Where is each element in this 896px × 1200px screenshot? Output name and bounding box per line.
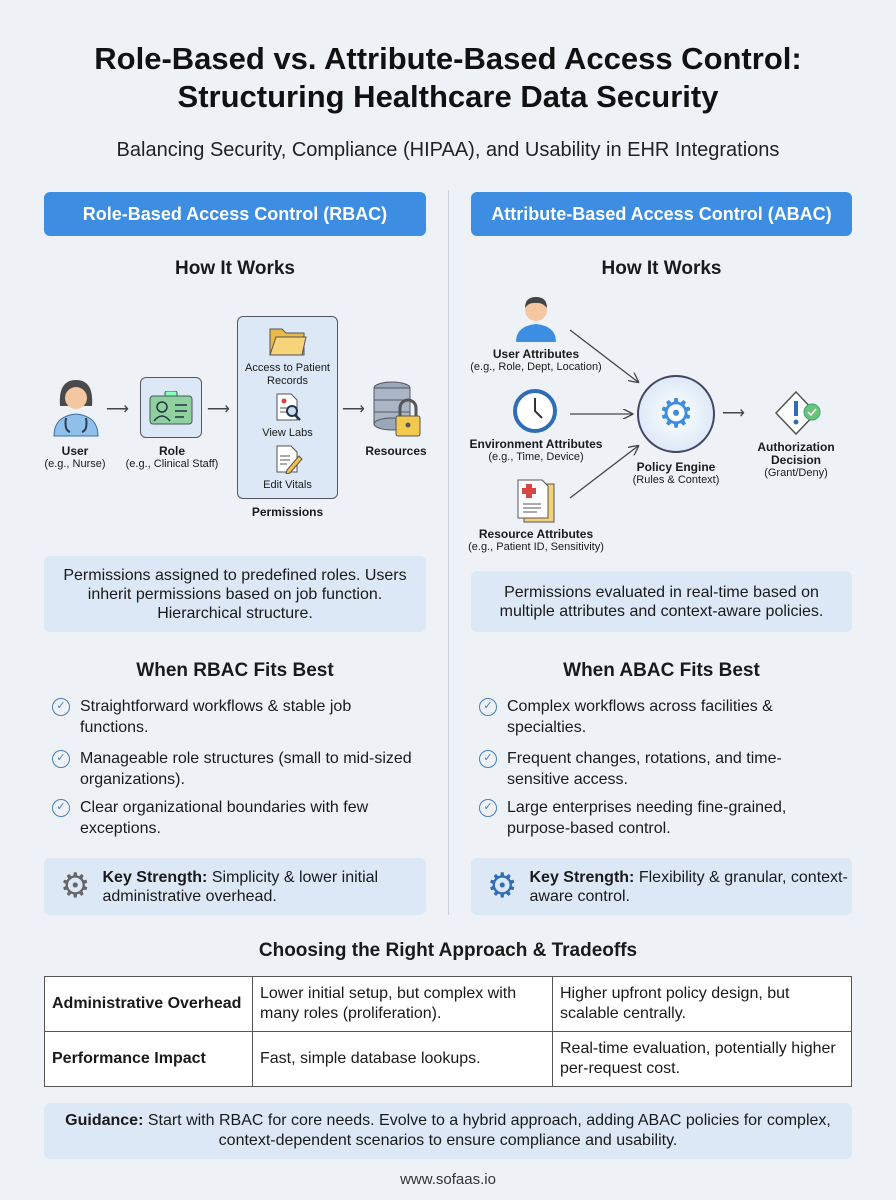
arrow-icon: ⟶ [106,401,129,418]
resources-label: Resources [365,444,427,458]
resource-attributes-label: Resource Attributes (e.g., Patient ID, Sensitivity) [468,527,604,553]
list-item-text: Straightforward workflows & stable job functions. [80,698,352,736]
list-item-text: Clear organizational boundaries with few exceptions. [80,799,369,837]
check-circle-icon: ✓ [479,799,497,817]
abac-key-strength [471,858,852,915]
title-line-1: Role-Based vs. Attribute-Based Access Control: [94,41,802,76]
page-title [0,40,896,116]
list-item-text: Complex workflows across facilities & specialties. [507,698,773,736]
column-divider [448,190,449,915]
check-circle-icon: ✓ [52,799,70,817]
edit-document-icon [238,444,337,479]
folder-icon [238,325,337,362]
gear-tools-icon: ⚙ [487,867,518,905]
check-circle-icon: ✓ [479,750,497,768]
abac-cell: Higher upfront policy design, but scalable centrally. [553,977,852,1032]
key-strength-text: Key Strength: Flexibility & granular, context-aware control. [529,868,848,905]
permissions-label: Permissions [251,505,324,519]
subtitle: Balancing Security, Compliance (HIPAA), and Usability in EHR Integrations [116,139,780,161]
list-item [52,797,412,839]
arrow-icon: ⟶ [722,405,745,422]
abac-header: Attribute-Based Access Control (ABAC) [471,192,852,236]
rbac-how-title: How It Works [175,258,295,279]
table-row [45,977,852,1032]
abac-info-box: Permissions evaluated in real-time based on multiple attributes and context-aware policies. [471,571,852,632]
abac-fits-list [479,696,839,839]
abac-fits-title: When ABAC Fits Best [563,660,760,681]
permissions-box [237,316,338,499]
check-circle-icon: ✓ [479,698,497,716]
rbac-user-label: User (e.g., Nurse) [44,444,106,470]
list-item [52,696,412,738]
database-lock-icon [370,380,426,445]
rbac-cell: Fast, simple database lookups. [253,1032,553,1087]
environment-attributes-label: Environment Attributes (e.g., Time, Device) [469,437,603,463]
title-line-2: Structuring Healthcare Data Security [177,79,719,114]
guidance-text: Guidance: Start with RBAC for core needs. Evolve to a hybrid approach, adding ABAC policies for complex, context-dependent scenarios to ensure compliance and usability. [65,1112,831,1149]
rbac-fits-list [52,696,412,839]
row-header: Performance Impact [45,1032,253,1087]
tradeoffs-title: Choosing the Right Approach & Tradeoffs [258,940,638,961]
decision-icon [774,390,828,441]
row-header: Administrative Overhead [45,977,253,1032]
tradeoffs-table [44,976,852,1087]
rbac-fits-title: When RBAC Fits Best [136,660,334,681]
lab-report-icon [238,392,337,427]
policy-engine-gear-icon: ⚙ [637,375,715,453]
medical-document-icon [516,478,558,529]
user-attributes-label: User Attributes (e.g., Role, Dept, Location) [470,347,602,373]
nurse-icon [50,376,102,443]
arrow-icon: ⟶ [207,401,230,418]
list-item [479,797,839,839]
abac-how-title: How It Works [601,258,722,279]
list-item [479,748,839,790]
user-icon [514,294,558,349]
check-circle-icon: ✓ [52,698,70,716]
guidance-box [44,1103,852,1159]
list-item-text: Large enterprises needing fine-grained, purpose-based control. [507,799,787,837]
rbac-key-strength [44,858,426,915]
abac-cell: Real-time evaluation, potentially higher per-request cost. [553,1032,852,1087]
list-item [52,748,412,790]
gear-icon: ⚙ [60,867,91,905]
list-item-text: Frequent changes, rotations, and time-sensitive access. [507,750,782,788]
arrow-icon: ⟶ [342,401,365,418]
rbac-info-box: Permissions assigned to predefined roles. Users inherit permissions based on job function. Hierarchical structure. [44,556,426,632]
rbac-cell: Lower initial setup, but complex with many roles (proliferation). [253,977,553,1032]
check-circle-icon: ✓ [52,750,70,768]
permission-item: View Labs [262,427,313,439]
key-strength-text: Key Strength: Simplicity & lower initial administrative overhead. [102,868,379,905]
rbac-role-label: Role (e.g., Clinical Staff) [125,444,219,470]
id-badge-icon [140,377,202,438]
permission-item: Edit Vitals [263,479,312,491]
authorization-decision-label: Authorization Decision (Grant/Deny) [757,440,835,479]
list-item [479,696,839,738]
policy-engine-label: Policy Engine (Rules & Context) [632,460,720,486]
rbac-header: Role-Based Access Control (RBAC) [44,192,426,236]
clock-icon [512,388,558,439]
footer-url: www.sofaas.io [400,1171,496,1188]
list-item-text: Manageable role structures (small to mid-sized organizations). [80,750,412,788]
table-row [45,1032,852,1087]
permission-item: Access to Patient Records [245,362,330,387]
